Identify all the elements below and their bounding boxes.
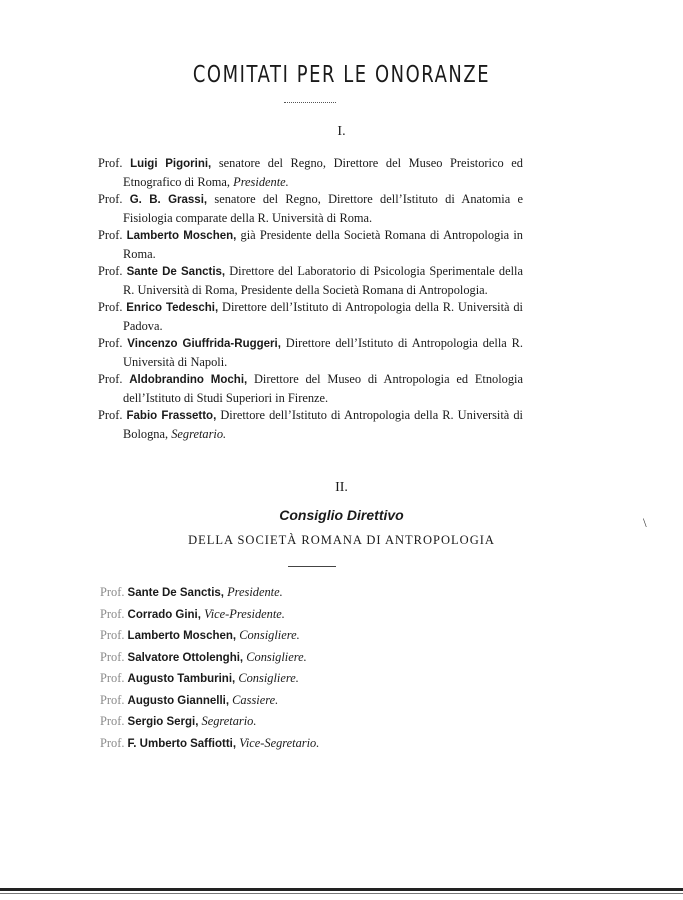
committee-entry: Prof. Sante De Sanctis, Direttore del Laboratorio di Psicologia Sperimentale della R. Università di Roma, Presidente della Società Romana di Antropologia. (98, 264, 523, 297)
board-member: Prof. Augusto Giannelli, Cassiere. (100, 692, 279, 707)
committee-entry: Prof. Lamberto Moschen, già Presidente della Società Romana di Antropologia in Roma. (98, 228, 523, 261)
board-member: Prof. Augusto Tamburini, Consigliere. (100, 671, 299, 685)
section-1-numeral: I. (337, 124, 346, 139)
board-subheading: DELLA SOCIETÀ ROMANA DI ANTROPOLOGIA (188, 533, 495, 547)
committee-entry: Prof. Fabio Frassetto, Direttore dell’Istituto di Antropologia della R. Università di Bologna, Segretario. (98, 408, 523, 441)
committee-entry: Prof. Enrico Tedeschi, Direttore dell’Istituto di Antropologia della R. Università di Padova. (98, 300, 523, 333)
scan-bottom-edge (0, 888, 683, 891)
board-member: Prof. F. Umberto Saffiotti, Vice-Segretario. (100, 735, 320, 750)
committee-entry: Prof. Luigi Pigorini, senatore del Regno, Direttore del Museo Preistorico ed Etnografico di Roma, Presidente. (98, 156, 523, 189)
committee-entry: Prof. G. B. Grassi, senatore del Regno, Direttore dell’Istituto di Anatomia e Fisiologia comparate della R. Università di Roma. (98, 192, 524, 225)
board-member-list (100, 582, 520, 754)
section-2-numeral: II. (335, 480, 348, 495)
scan-speck: \ (643, 515, 647, 530)
committee-entry: Prof. Vincenzo Giuffrida-Ruggeri, Direttore dell’Istituto di Antropologia della R. Università di Napoli. (98, 336, 523, 369)
section-divider (288, 566, 336, 567)
board-member: Prof. Lamberto Moschen, Consigliere. (100, 628, 300, 642)
board-member: Prof. Corrado Gini, Vice-Presidente. (100, 606, 285, 621)
scan-bottom-edge-shadow (0, 893, 683, 894)
title-ornament-rule (284, 102, 336, 103)
committee-entry: Prof. Aldobrandino Mochi, Direttore del Museo di Antropologia ed Etnologia dell’Istituto di Studi Superiori in Firenze. (98, 372, 523, 405)
board-member: Prof. Salvatore Ottolenghi, Consigliere. (100, 649, 307, 664)
board-member: Prof. Sergio Sergi, Segretario. (100, 714, 257, 728)
committee-list (98, 155, 523, 443)
board-member: Prof. Sante De Sanctis, Presidente. (100, 585, 283, 599)
page-title: COMITATI PER LE ONORANZE (192, 62, 491, 88)
board-heading: Consiglio Direttivo (279, 507, 404, 523)
